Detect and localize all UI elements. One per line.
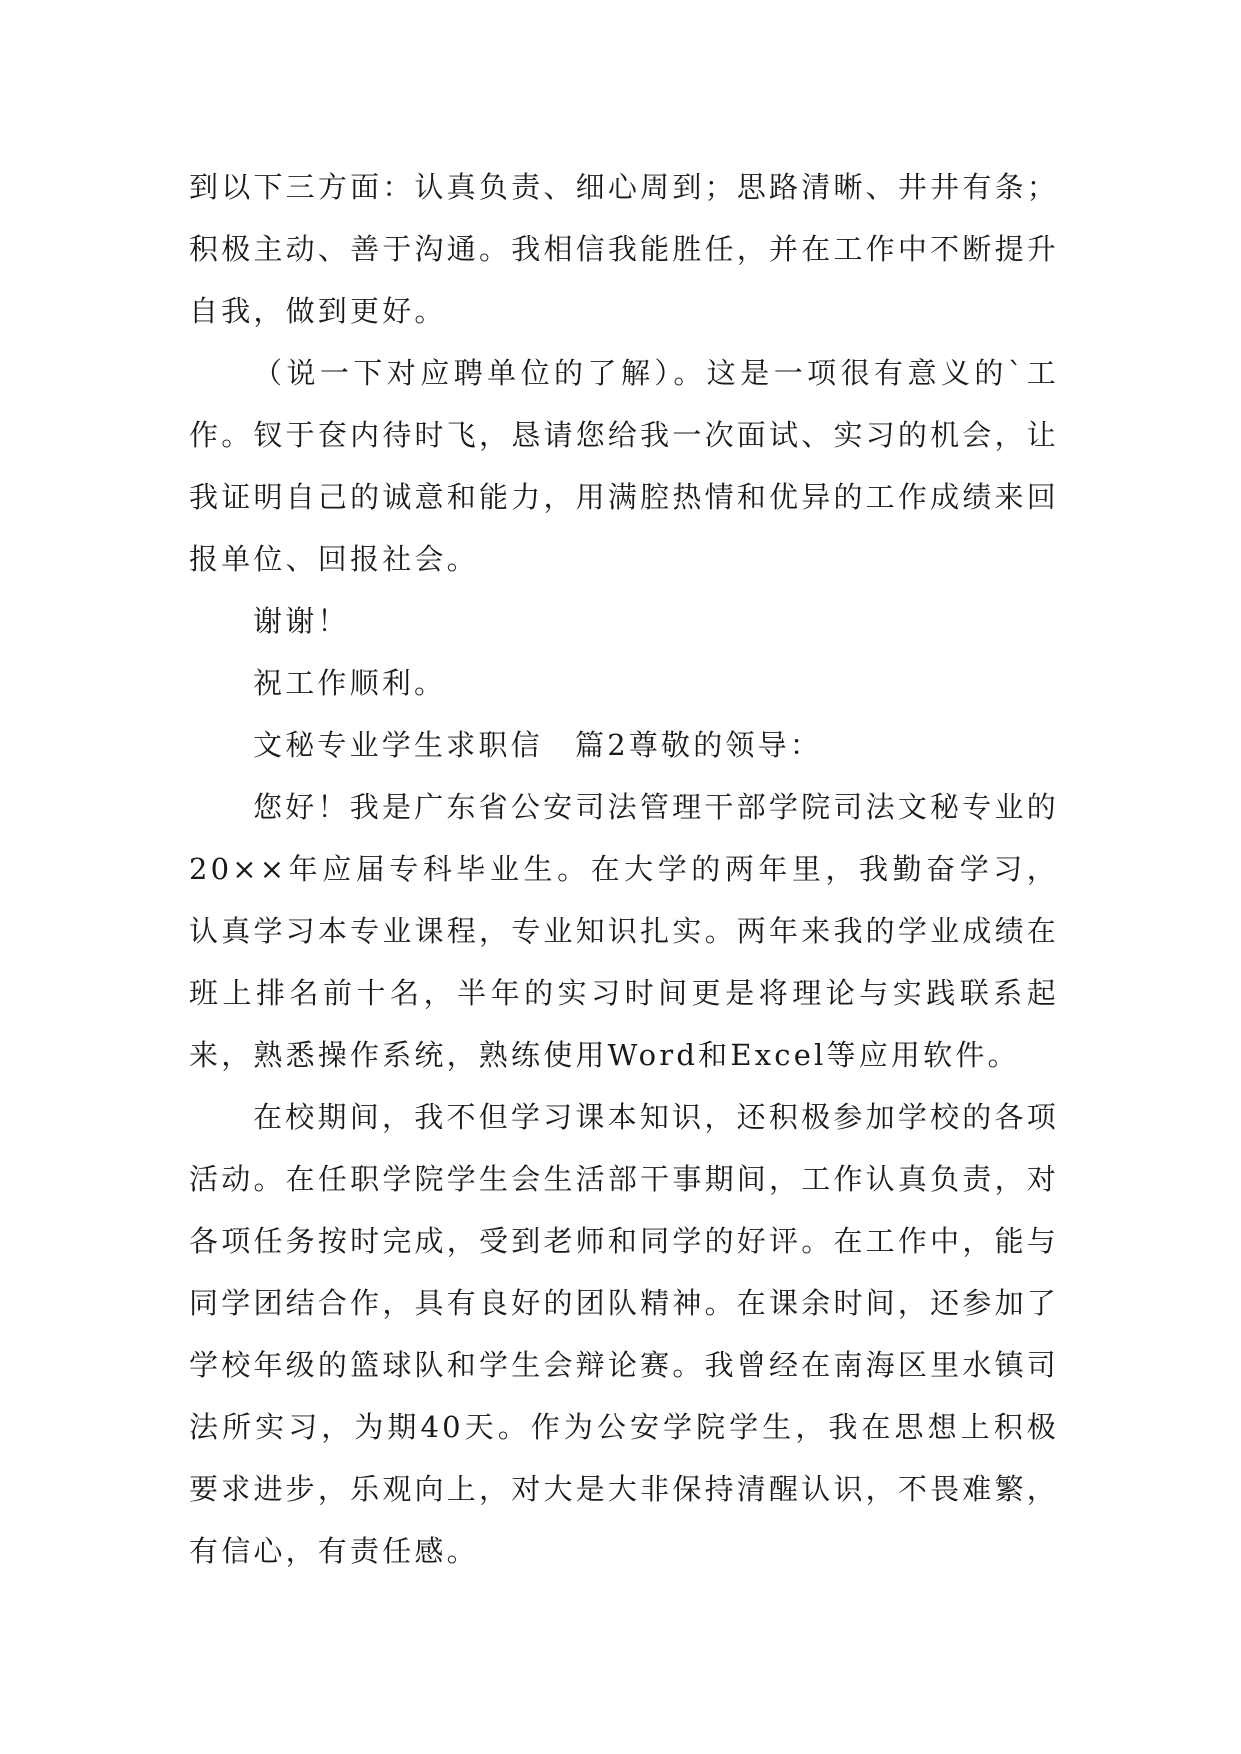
paragraph-campus-activities: 在校期间，我不但学习课本知识，还积极参加学校的各项活动。在任职学院学生会生活部干事期间，工作认真负责，对各项任务按时完成，受到老师和同学的好评。在工作中，能与同学团结合作，具有良好的团队精神。在课余时间，还参加了学校年级的篮球队和学生会辩论赛。我曾经在南海区里水镇司法所实习，为期40天。作为公安学院学生，我在思想上积极要求进步，乐观向上，对大是大非保持清醒认识，不畏难繁，有信心，有责任感。 — [189, 1100, 1059, 1568]
document-page — [189, 156, 1059, 1582]
section-heading-letter-2: 文秘专业学生求职信 篇2尊敬的领导： — [253, 728, 823, 762]
paragraph-employer-understanding: （说一下对应聘单位的了解）。这是一项很有意义的`工作。钗于奁内待时飞，恳请您给我一次面试、实习的机会，让我证明自己的诚意和能力，用满腔热情和优异的工作成绩来回报单位、回报社会。 — [189, 356, 1059, 576]
paragraph-thanks: 谢谢！ — [253, 604, 350, 638]
paragraph-continuation: 到以下三方面：认真负责、细心周到；思路清晰、井井有条；积极主动、善于沟通。我相信我能胜任，并在工作中不断提升自我，做到更好。 — [189, 170, 1059, 328]
paragraph-wishes: 祝工作顺利。 — [253, 666, 447, 700]
paragraph-introduction: 您好！我是广东省公安司法管理干部学院司法文秘专业的20××年应届专科毕业生。在大学的两年里，我勤奋学习，认真学习本专业课程，专业知识扎实。两年来我的学业成绩在班上排名前十名，半年的实习时间更是将理论与实践联系起来，熟悉操作系统，熟练使用Word和Excel等应用软件。 — [189, 790, 1059, 1072]
